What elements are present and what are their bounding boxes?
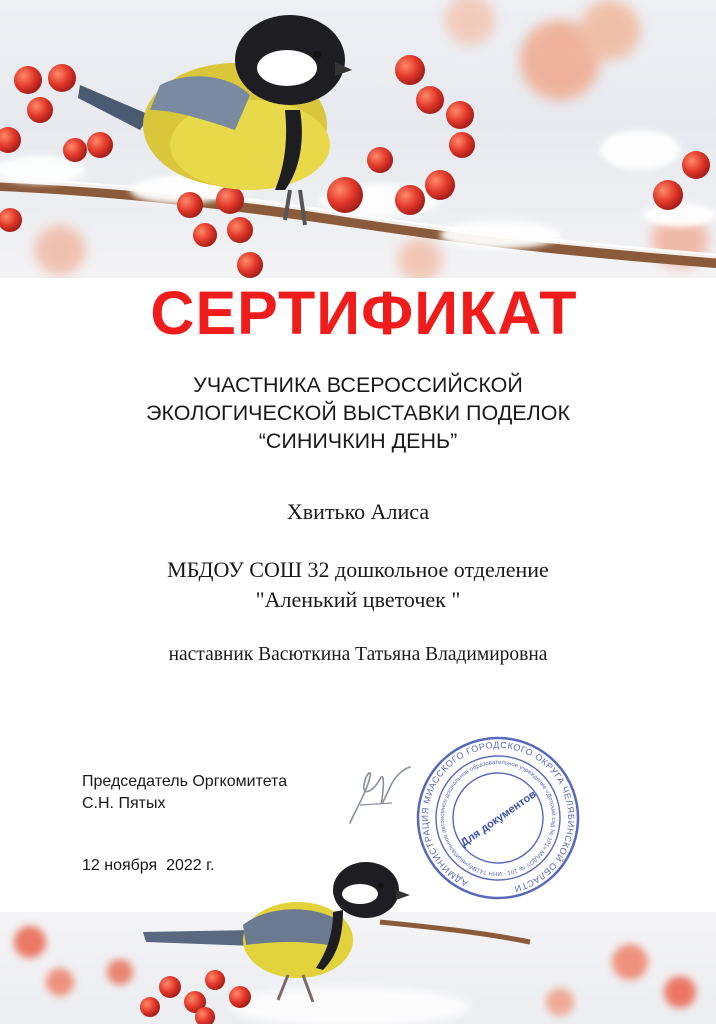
subtitle-line: “СИНИЧКИН ДЕНЬ”	[258, 429, 458, 453]
chair-title: Председатель Оргкомитета	[82, 773, 288, 790]
stamp-outer-text: АДМИНИСТРАЦИЯ МИАССКОГО ГОРОДСКОГО ОКРУГА ЧЕЛЯБИНСКОЙ ОБЛАСТИ	[419, 739, 577, 895]
tit-on-rowan-illustration	[0, 0, 716, 278]
chair-name: С.Н. Пятых	[82, 795, 166, 812]
participant-name: Хвитько Алиса	[286, 499, 430, 524]
subtitle-line: ЭКОЛОГИЧЕСКОЙ ВЫСТАВКИ ПОДЕЛОК	[146, 401, 570, 425]
organization-line: "Аленький цветочек "	[255, 587, 461, 612]
stamp-inner-text: Муниципальное автономное дошкольное образовательное учреждение «Детский сад № 101» МАДОУ № 101 · ИНН 7415037650	[439, 759, 557, 877]
mentor: наставник Васюткина Татьяна Владимировна	[168, 644, 548, 665]
signature-mark	[340, 755, 420, 835]
great-tit-bird-bottom	[138, 850, 413, 1010]
certificate-subtitle	[0, 371, 716, 455]
organization-line: МБДОУ СОШ 32 дошкольное отделение	[167, 557, 549, 582]
issue-date: 12 ноября 2022 г.	[82, 857, 215, 874]
organization	[0, 555, 716, 615]
certificate-title: СЕРТИФИКАТ	[150, 279, 578, 347]
subtitle-line: УЧАСТНИКА ВСЕРОССИЙСКОЙ	[193, 373, 523, 397]
stamp-center-text: Для документов	[458, 788, 539, 850]
chair-block	[82, 771, 287, 815]
top-banner-image	[0, 0, 716, 278]
official-stamp	[413, 733, 583, 903]
